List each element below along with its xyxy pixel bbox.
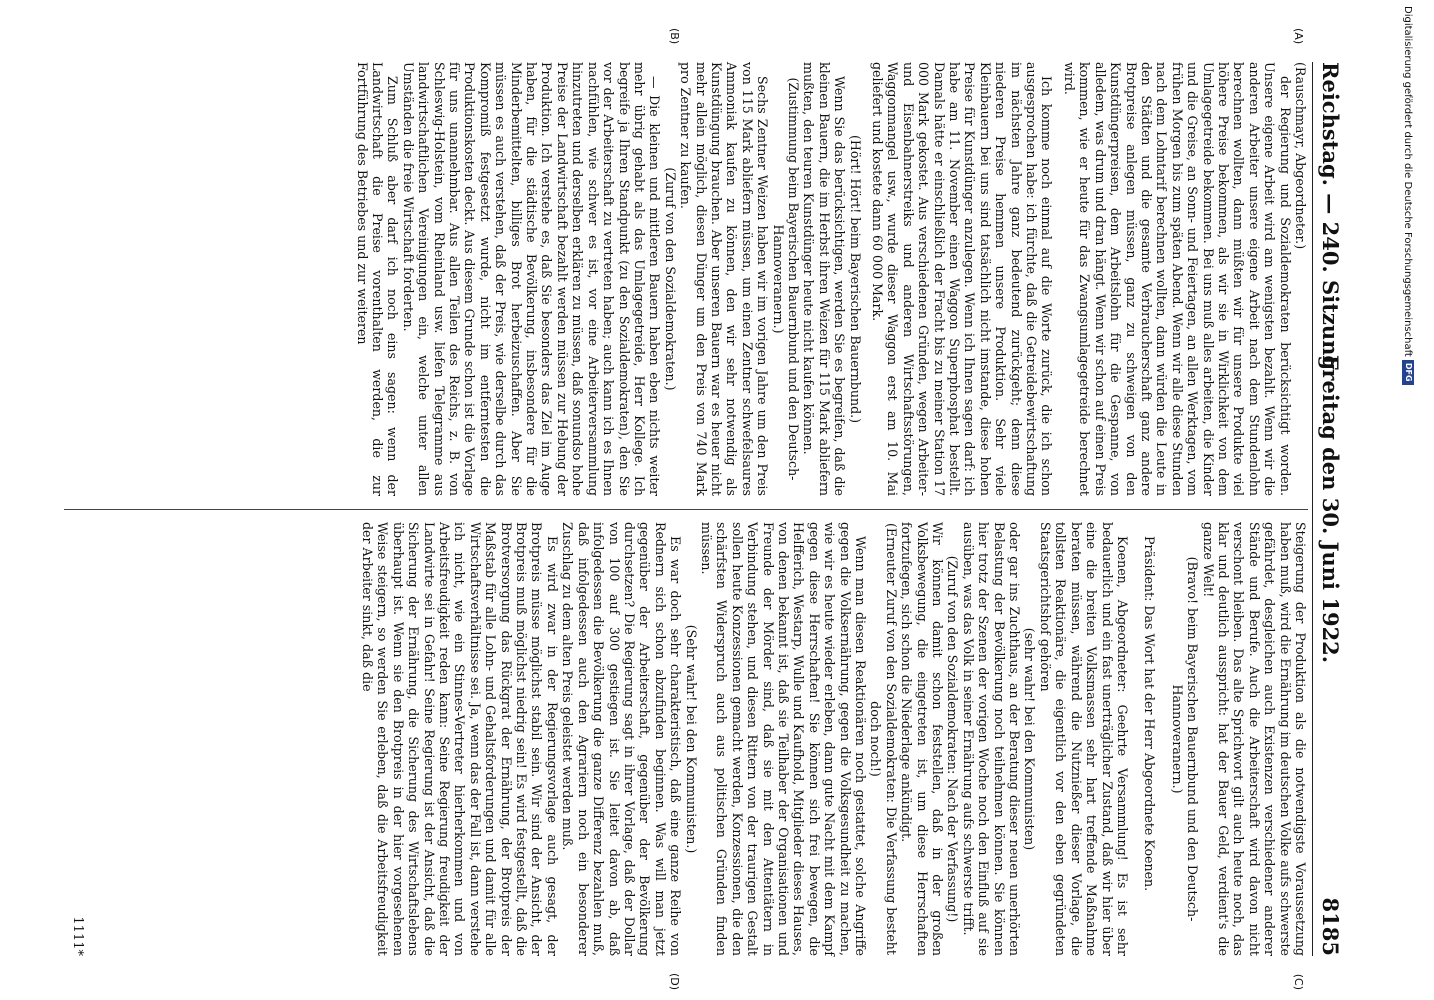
president-line: Präsident: Das Wort hat der Herr Abgeordnete Koenen.: [1142, 536, 1158, 892]
text-columns: [64, 28, 1308, 990]
interjection: (Hört! Hört! beim Bayerischen Bauernbund.): [847, 134, 863, 424]
dfg-logo: DFG: [1402, 360, 1414, 385]
paragraph: oder gar ins Zuchthaus, an der Beratung dieser neuen unerhörten Belastung der Bevölkerung noch teilnehmen können. Sie können hier trotz der Szenen der vorigen Woche noch den Einfluß auf sie ausüben, was das Volk in seiner Ernährung aufs schwerste trifft.: [960, 522, 1023, 956]
interjection: (Zuruf von den Sozialdemokraten: Nach der Verfassung!): [945, 555, 961, 923]
margin-mark-d: (D): [668, 972, 681, 990]
interjection: (Sehr wahr! bei den Kommunisten.): [683, 624, 699, 854]
digitization-note: [1400, 6, 1414, 986]
paragraph: Steigerung der Produktion als die notwendigste Voraussetzung haben muß, wird die Ernährung im deutschen Volke aufs schwerste gefährdet, desgleichen auch Existenzen verschiedener anderer Stände und Berufe. Auch die Arbeiterschaft wird davon nicht verschont bleiben. Das alte Sprichwort gilt auch heute noch, das klar und deutlich ausspricht: hat der Bauer Geld, verdient's die ganze Welt!: [1200, 522, 1308, 956]
digitization-text: Digitalisierung gefördert durch die Deutsche Forschungsgemeinschaft: [1402, 6, 1413, 357]
interjection: (Erneuter Zuruf von den Sozialdemokraten: Die Verfassung besteht doch noch!): [868, 523, 899, 955]
speaker-line: (Rauschmayr, Abgeordneter.): [1293, 62, 1308, 250]
right-column: [64, 522, 1308, 990]
paragraph: Zum Schluß aber darf ich noch eins sagen: wenn der Landwirtschaft die Preise vorenthalten werden, die zur Fortführung des Betriebes und zur weiteren: [354, 62, 401, 496]
page-number: 8185: [1318, 897, 1343, 956]
page-signature: 1111*: [70, 916, 86, 956]
header-date: Freitag den 30. Juni 1922.: [1318, 354, 1343, 664]
header-left: Reichstag. — 240. Sitzung.: [1318, 62, 1343, 378]
margin-mark-b: (B): [668, 28, 681, 45]
paragraph: Sechs Zentner Weizen haben wir im vorigen Jahre um den Preis von 115 Mark abliefern müssen, um einen Zentner schwefelsaures Ammoniak kaufen zu können, den wir sehr notwendig als Kunstdüngung brauchen. Aber unseren Bauern war es heuer nicht mehr allein möglich, diesen Dünger um den Preis von 740 Mark pro Zentner zu kaufen.: [678, 62, 771, 496]
margin-mark-a: (A): [1292, 28, 1305, 45]
paragraph: Koenen, Abgeordneter: Geehrte Versammlung! Es ist sehr bedauerlich und ein fast unerträglicher Zustand, daß wir hier über eine die breiten Volksmassen sehr hart treffende Maßnahme beraten müssen, während die Nutznießer dieser Vorlage, die tollsten Reaktionäre, die eigentlich vor den eben gegründeten Staatsgerichtshof gehören: [1037, 522, 1130, 956]
page-header: [1312, 62, 1347, 956]
interjection: (sehr wahr! bei den Kommunisten): [1022, 627, 1038, 851]
paragraph: Ich komme noch einmal auf die Worte zurück, die ich schon ausgesprochen habe: ich fürchte, daß die Getreidebewirtschaftung im nächsten Jahre ganz bedeutend zurückgeht; denn diese niederen Preise hemmen unsere Produktion. Sehr viele Kleinbauern bei uns sind tatsächlich nicht imstande, diese hohen Preise für Kunstdünger anzulegen. Wenn ich Ihnen sagen darf: ich habe am 11. November einen Waggon Superphosphat bestellt. Damals hätte er einschließlich der Fracht bis zu meiner Station 17 000 Mark gekostet. Aus verschiedenen Gründen, wegen Arbeiter- und Eisenbahnerstreiks und anderen Wirtschaftsstörungen, Waggonmangel usw., wurde dieser Waggon erst am 10. Mai geliefert und kostete dann 60 000 Mark.: [870, 62, 1055, 496]
paragraph: Wenn man diesen Reaktionären noch gestattet, solche Angriffe gegen die Volksernährung, gegen die Volksgesundheit zu machen, wie wir es heute wieder erleben, dann gute Nacht mit dem Kampf gegen diese Herrschaften! Sie können sich frei bewegen, die Helfferich, Westarp, Wulle und Kaufhold, Mitglieder dieses Hauses, von denen bekannt ist, daß sie Teilhaber der Organisationen und Freunde der Mörder sind, daß sie mit den Attentätern in Verbindung stehen, und diesen Rittern von der traurigen Gestalt sollen heute Konzessionen gemacht werden, Konzessionen, die den schärfsten Widerspruch auch aus politischen Gründen finden müssen.: [698, 522, 869, 956]
paragraph: Es wird zwar in der Regierungsvorlage auch gesagt, der Brotpreis müsse möglichst stabil sein. Wir sind der Ansicht, der Brotpreis muß möglichst niedrig sein! Es wird festgestellt, daß die Brotversorgung das Rückgrat der Ernährung, der Brotpreis der Maßstab für alle Lohn- und Gehaltsforderungen und damit für alle Wirtschaftsverhältnisse sei. Ja, wenn das der Fall ist, dann verstehe ich nicht, wie ein Stinnes-Vertreter hierherkommen und von Arbeitsfreudigkeit reden kann: Seine Regierung freudigkeit der Landwirte sei in Gefahr! Seine Regierung ist der Ansicht, daß die Sicherung der Ernährung, die Sicherung des Wirtschaftslebens überhaupt ist. Wenn sie den Brotpreis in der hier vorgesehenen Weise steigern, so werden Sie erleben, daß die Arbeitsfreudigkeit der Arbeiter sinkt, daß die: [360, 522, 560, 956]
paragraph: Es war doch sehr charakteristisch, daß eine ganze Reihe von Rednern sich schon abzufinden beginnen. Was will man jetzt gegenüber der Arbeiterschaft, gegenüber der Bevölkerung durchsetzen? Die Regierung sagt in ihrer Vorlage, daß der Dollar von 100 auf 300 gestiegen ist. Sie leitet davon ab, daß infolgedessen die Bevölkerung die ganze Differenz bezahlen muß, daß infolgedessen auch den Agrariern noch ein besonderer Zuschlag zu dem alten Preis geleistet werden muß.: [560, 522, 684, 956]
interjection: (Zustimmung beim Bayerischen Bauernbund und den Deutsch-Hannoveranern.): [770, 77, 801, 481]
interjection: (Zuruf von den Sozialdemokraten.): [662, 167, 678, 391]
interjection: (Bravo! beim Bayerischen Bauernbund und den Deutsch-Hannoveranern.): [1169, 556, 1201, 922]
paragraph: Wir können damit schon feststellen, daß in der großen Volksbewegung, die eingetreten ist, um diese Herrschaften fortzufegen, sich schon die Niederlage ankündigt.: [899, 522, 946, 956]
paragraph: — Die kleinen und mittleren Bauern haben eben nichts weiter mehr übrig gehabt als das Umlagegetreide, Herr Kollege. Ich begreife ja Ihren Standpunkt (zu den Sozialdemokraten), den Sie vor der Arbeiterschaft zu vertreten haben; auch kann ich es Ihnen nachfühlen, wie schwer es ist, vor eine Arbeiterversammlung hinzutreten und derselben erklären zu müssen, daß sonundso hohe Preise der Landwirtschaft bezahlt werden müssen zur Hebung der Produktion. Ich verstehe es, daß Sie besonders das Ziel im Auge haben, für die städtische Bevölkerung, insbesondere für die Minderbemittelten, billiges Brot herbeizuschaffen. Aber Sie müssen es auch verstehen, daß der Preis, wie derselbe durch das Kompromiß festgesetzt wurde, nicht im entferntesten die Produktionskosten deckt. Aus diesem Grunde schon ist die Vorlage für uns unannehmbar. Aus allen Teilen des Reichs, z. B. von Schleswig-Holstein, vom Rheinland usw. liefen Telegramme aus landwirtschaftlichen Vereinigungen ein, welche unter allen Umständen die freie Wirtschaft forderten.: [400, 62, 663, 496]
paragraph: der Regierung und Sozialdemokraten berücksichtigt worden. Unsere eigene Arbeit wird am wenigsten bezahlt. Wenn wir die anderen Arbeiter unsere eigene Arbeit nach dem Stundenlohn berechnen wollten, dann müßten wir für unsere Produkte viel höhere Preise bekommen, als wir sie in Wirklichkeit von dem Umlagegetreide bekommen. Bei uns muß alles arbeiten, die Kinder und die Greise, an Sonn- und Feiertagen, an allen Werktagen, vom frühen Morgen bis zum späten Abend. Wenn wir alle diese Stunden nach dem Lohntarif berechnen wollten, dann würden die Leute in den Städten und die gesamte Verbraucherschaft ganz andere Brotpreise anlegen müssen, ganz zu schweigen von den Kunstdüngerpreisen, dem Arbeitslohn für die Gespanne, von alledem, was drum und dran hängt. Wenn wir schon auf einen Preis kommen, wie er heute für das Zwangsumlagegetreide berechnet wird.: [1061, 62, 1293, 496]
left-column: [64, 28, 1308, 496]
margin-mark-c: (C): [1292, 973, 1305, 990]
document-page: [55, 20, 1355, 990]
paragraph: Wenn Sie das berücksichtigen, werden Sie es begreifen, daß die kleinen Bauern, die im Herbst ihren Weizen für 115 Mark abliefern mußten, den teuren Kunstdünger heute nicht kaufen können.: [801, 62, 848, 496]
